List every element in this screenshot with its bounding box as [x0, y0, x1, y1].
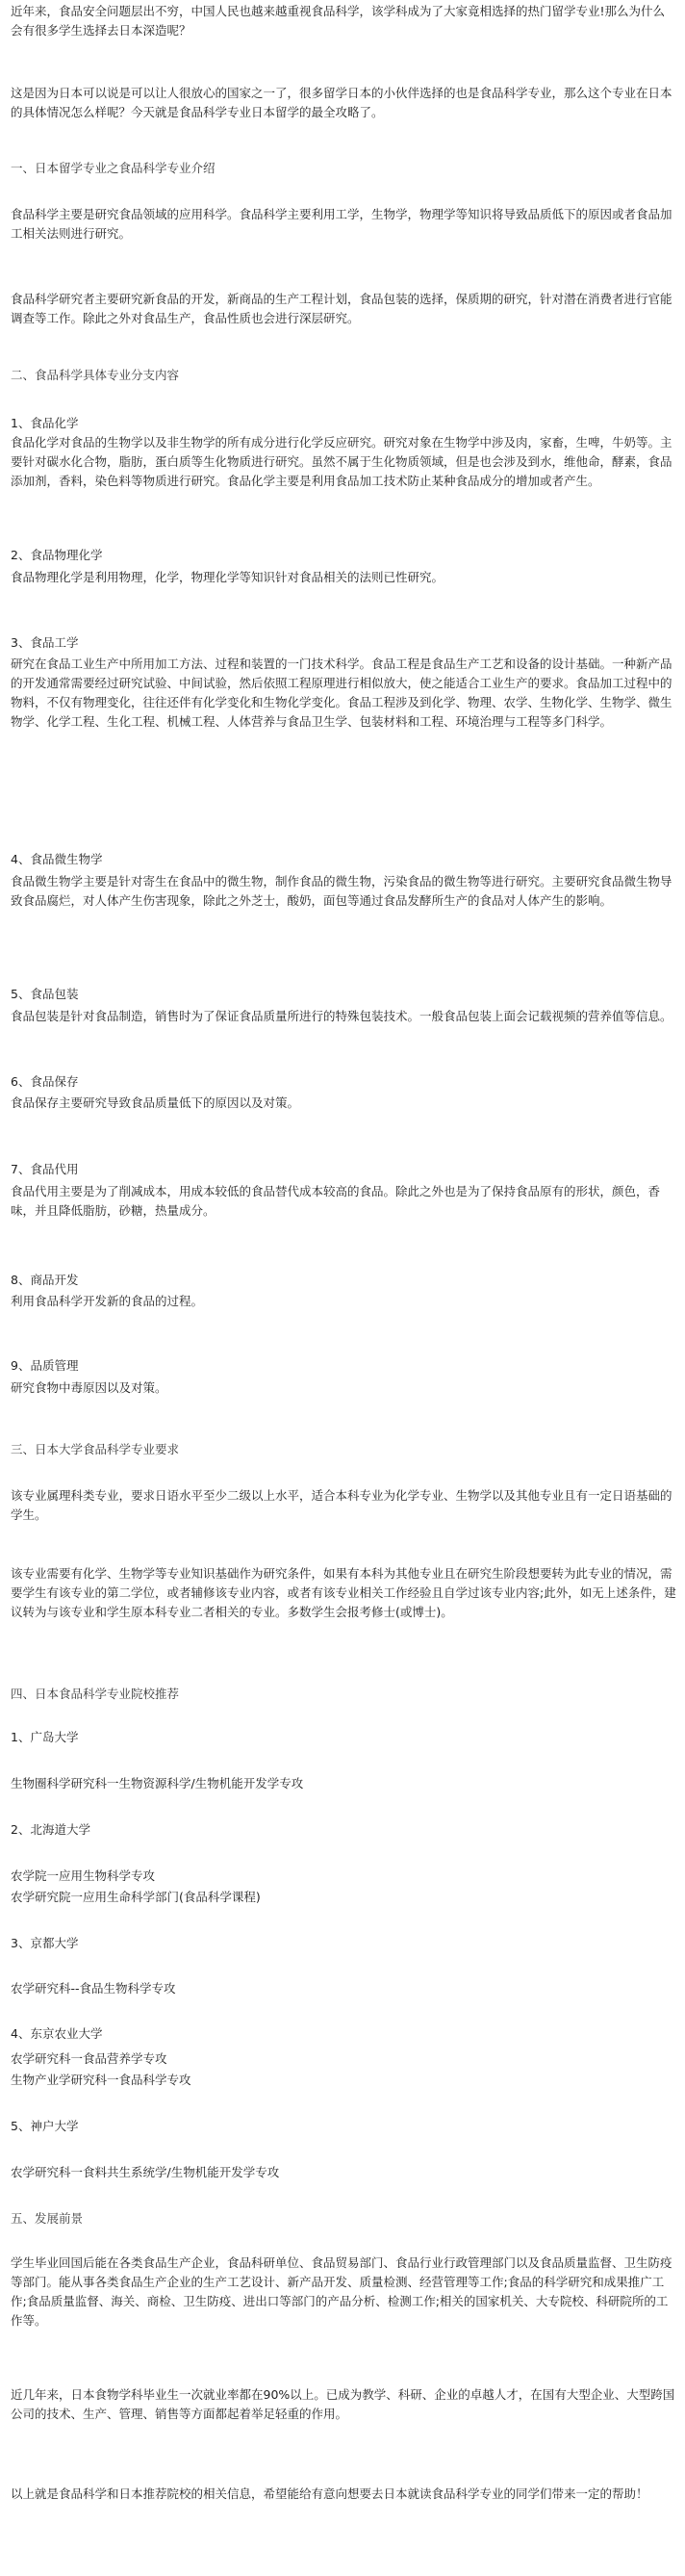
section-heading: 一、日本留学专业之食品科学专业介绍 — [11, 161, 216, 175]
item-title: 3、食品工学 — [11, 635, 79, 650]
item-body: 利用食品科学开发新的食品的过程。 — [11, 1294, 204, 1308]
section-paragraph: 近几年来，日本食物学科毕业生一次就业率都在90%以上。已成为教学、科研、企业的卓越人才，在国有大型企业、大型跨国公司的技术、生产、管理、销售等方面都起着举足轻重的作用。 — [11, 2387, 675, 2421]
section-heading: 四、日本食品科学专业院校推荐 — [11, 1687, 180, 1701]
school-name: 1、广岛大学 — [11, 1730, 79, 1744]
item-body: 食品代用主要是为了削减成本，用成本较低的食品替代成本较高的食品。除此之外也是为了保持食品原有的形状，颜色，香味，并且降低脂肪，砂糖，热量成分。 — [11, 1184, 661, 1218]
section-paragraph: 食品科学研究者主要研究新食品的开发，新商品的生产工程计划，食品包装的选择，保质期的研究，针对潜在消费者进行官能调查等工作。除此之外对食品生产，食品性质也会进行深层研究。 — [11, 292, 672, 325]
item-title: 8、商品开发 — [11, 1273, 79, 1287]
school-program: 农学研究院一应用生命科学部门(食品科学课程) — [11, 1890, 261, 1904]
section-heading: 五、发展前景 — [11, 2211, 84, 2226]
intro-paragraph: 这是因为日本可以说是可以让人很放心的国家之一了，很多留学日本的小伙伴选择的也是食品科学专业，那么这个专业在日本的具体情况怎么样呢？今天就是食品科学专业日本留学的最全攻略了。 — [11, 86, 672, 119]
item-body: 食品物理化学是利用物理，化学，物理化学等知识针对食品相关的法则已性研究。 — [11, 570, 444, 584]
school-program: 生物产业学研究科一食品科学专攻 — [11, 2073, 191, 2087]
closing-paragraph: 以上就是食品科学和日本推荐院校的相关信息，希望能给有意向想要去日本就读食品科学专业的同学们带来一定的帮助！ — [11, 2486, 648, 2501]
item-body: 食品保存主要研究导致食品质量低下的原因以及对策。 — [11, 1095, 300, 1110]
section-heading: 三、日本大学食品科学专业要求 — [11, 1442, 180, 1456]
item-title: 6、食品保存 — [11, 1074, 79, 1089]
school-program: 农学研究科一食料共生系统学/生物机能开发学专攻 — [11, 2165, 280, 2179]
school-name: 4、东京农业大学 — [11, 2026, 103, 2041]
intro-paragraph: 近年来，食品安全问题层出不穷，中国人民也越来越重视食品科学，该学科成为了大家竟相选择的热门留学专业!那么为什么会有很多学生选择去日本深造呢？ — [11, 4, 666, 38]
school-program: 农学研究科--食品生物科学专攻 — [11, 1981, 176, 1996]
item-body: 研究食物中毒原因以及对策。 — [11, 1380, 167, 1395]
item-title: 2、食品物理化学 — [11, 548, 103, 562]
school-program: 生物圈科学研究科一生物资源科学/生物机能开发学专攻 — [11, 1776, 304, 1790]
school-name: 3、京都大学 — [11, 1936, 79, 1950]
item-body: 食品微生物学主要是针对寄生在食品中的微生物，制作食品的微生物，污染食品的微生物等进行研究。主要研究食品微生物导致食品腐烂，对人体产生伤害现象，除此之外芝士，酸奶，面包等通过食品发酵所生产的食品对人体产生的影响。 — [11, 874, 672, 908]
item-body: 研究在食品工业生产中所用加工方法、过程和装置的一门技术科学。食品工程是食品生产工艺和设备的设计基础。一种新产品的开发通常需要经过研究试验、中间试验，然后依照工程原理进行相似放大，使之能适合工业生产的要求。食品加工过程中的物料，不仅有物理变化，往往还伴有化学变化和生物化学变化。食品工程涉及到化学、物理、农学、生物化学、生物学、微生物学、化学工程、生化工程、机械工程、人体营养与食品卫生学、包装材料和工程、环境治理与工程等多门科学。 — [11, 657, 672, 729]
school-program: 农学院一应用生物科学专攻 — [11, 1868, 156, 1883]
item-title: 1、食品化学 — [11, 416, 79, 430]
section-paragraph: 食品科学主要是研究食品领域的应用科学。食品科学主要利用工学，生物学，物理学等知识将导致品质低下的原因或者食品加工相关法则进行研究。 — [11, 207, 672, 241]
section-paragraph: 学生毕业回国后能在各类食品生产企业，食品科研单位、食品贸易部门、食品行业行政管理部门以及食品质量监督、卫生防疫等部门。能从事各类食品生产企业的生产工艺设计、新产品开发、质量检测、经营管理等工作;食品的科学研究和成果推广工作;食品质量监督、海关、商检、卫生防疫、进出口等部门的产品分析、检测工作;相关的国家机关、大专院校、科研院所的工作等。 — [11, 2255, 672, 2328]
section-paragraph: 该专业属理科类专业，要求日语水平至少二级以上水平，适合本科专业为化学专业、生物学以及其他专业且有一定日语基础的学生。 — [11, 1488, 672, 1522]
item-title: 9、品质管理 — [11, 1358, 79, 1373]
item-body: 食品包装是针对食品制造，销售时为了保证食品质量所进行的特殊包装技术。一般食品包装上面会记载视频的营养值等信息。 — [11, 1009, 672, 1023]
school-name: 5、神户大学 — [11, 2119, 79, 2133]
item-title: 5、食品包装 — [11, 987, 79, 1001]
item-title: 4、食品微生物学 — [11, 852, 103, 866]
item-title: 7、食品代用 — [11, 1162, 79, 1176]
item-body: 食品化学对食品的生物学以及非生物学的所有成分进行化学反应研究。研究对象在生物学中涉及肉，家畜，生啤，牛奶等。主要针对碳水化合物，脂肪，蛋白质等生化物质进行研究。虽然不属于生化物质领域，但是也会涉及到水，维他命，酵素，食品添加剂，香料，染色料等物质进行研究。食品化学主要是利用食品加工技术防止某种食品成分的增加或者产生。 — [11, 435, 672, 488]
school-name: 2、北海道大学 — [11, 1822, 90, 1837]
section-heading: 二、食品科学具体专业分支内容 — [11, 368, 180, 382]
school-program: 农学研究科一食品营养学专攻 — [11, 2051, 167, 2066]
section-paragraph: 该专业需要有化学、生物学等专业知识基础作为研究条件，如果有本科为其他专业且在研究生阶段想要转为此专业的情况，需要学生有该专业的第二学位，或者辅修该专业内容，或者有该专业相关工作经验且自学过该专业内容;此外，如无上述条件，建议转为与该专业和学生原本科专业二者相关的专业。多数学生会报考修士(或博士)。 — [11, 1566, 676, 1619]
